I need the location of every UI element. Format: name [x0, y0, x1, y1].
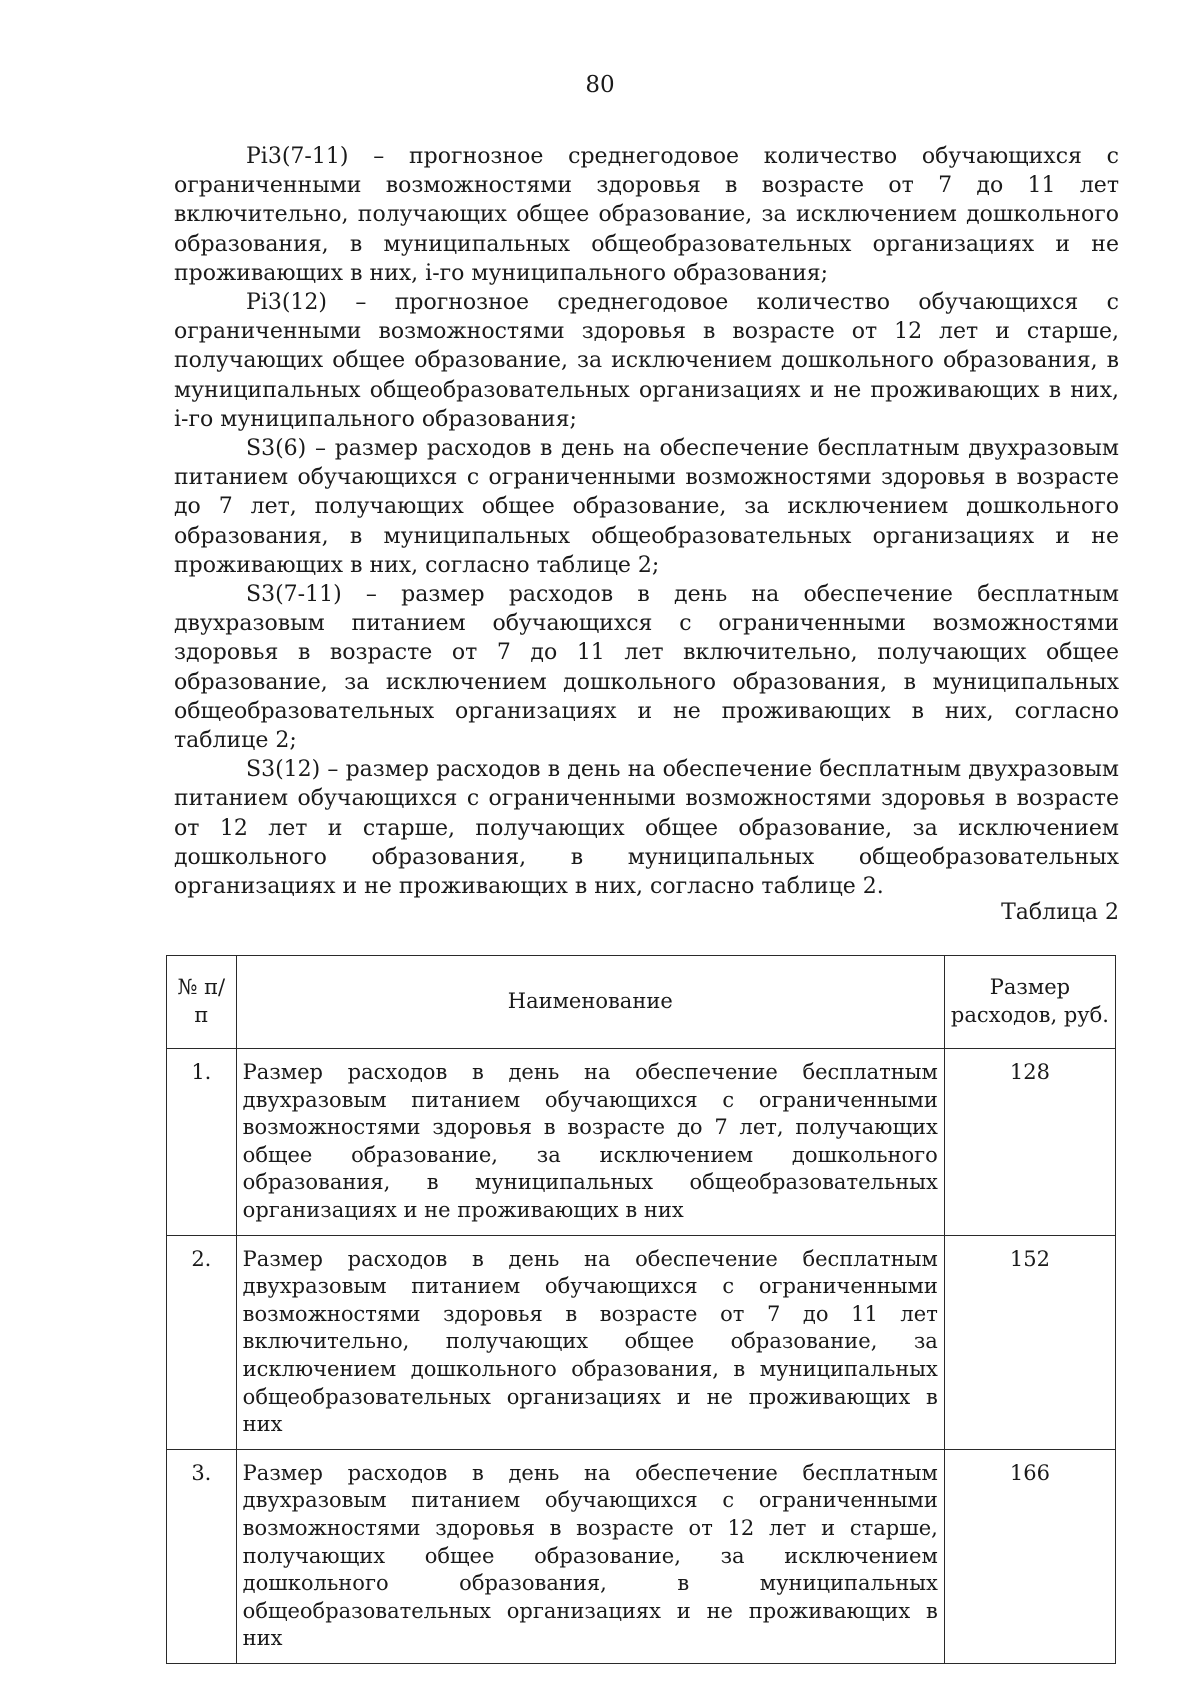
row-number: 2. [167, 1235, 237, 1449]
row-amount: 166 [944, 1449, 1115, 1663]
header-amount: Размер расходов, руб. [944, 956, 1115, 1049]
definition-pi3-7-11: Pi3(7-11) – прогнозное среднегодовое количество обучающихся с ограниченными возможностями здоровья в возрасте от 7 до 11 лет включительно, получающих общее образование, за исключением дошкольного образования, в муниципальных общеобразовательных организациях и не проживающих в них, i-го муниципального образования; [174, 144, 1119, 286]
header-name: Наименование [236, 956, 944, 1049]
table-row [167, 1049, 1116, 1236]
definition-pi3-12: Pi3(12) – прогнозное среднегодовое количество обучающихся с ограниченными возможностями здоровья в возрасте от 12 лет и старше, получающих общее образование, за исключением дошкольного образования, в муниципальных общеобразовательных организациях и не проживающих в них, i-го муниципального образования; [174, 290, 1119, 432]
row-number: 1. [167, 1049, 237, 1236]
row-name: Размер расходов в день на обеспечение бесплатным двухразовым питанием обучающихся с ограниченными возможностями здоровья в возрасте от 12 лет и старше, получающих общее образование, за исключением дошкольного образования, в муниципальных общеобразовательных организациях и не проживающих в них [236, 1449, 944, 1663]
table-row [167, 1235, 1116, 1449]
table-header-row [167, 956, 1116, 1049]
costs-table [166, 955, 1116, 1664]
row-number: 3. [167, 1449, 237, 1663]
definition-s3-12: S3(12) – размер расходов в день на обеспечение бесплатным двухразовым питанием обучающихся с ограниченными возможностями здоровья в возрасте от 12 лет и старше, получающих общее образование, за исключением дошкольного образования, в муниципальных общеобразовательных организациях и не проживающих в них, согласно таблице 2. [174, 757, 1119, 900]
definition-s3-6: S3(6) – размер расходов в день на обеспечение бесплатным двухразовым питанием обучающихся с ограниченными возможностями здоровья в возрасте до 7 лет, получающих общее образование, за исключением дошкольного образования, в муниципальных общеобразовательных организациях и не проживающих в них, согласно таблице 2; [174, 436, 1119, 578]
row-amount: 152 [944, 1235, 1115, 1449]
row-name: Размер расходов в день на обеспечение бесплатным двухразовым питанием обучающихся с ограниченными возможностями здоровья в возрасте до 7 лет, получающих общее образование, за исключением дошкольного образования, в муниципальных общеобразовательных организациях и не проживающих в них [236, 1049, 944, 1236]
table-row [167, 1449, 1116, 1663]
body-text [174, 142, 1119, 901]
row-name: Размер расходов в день на обеспечение бесплатным двухразовым питанием обучающихся с ограниченными возможностями здоровья в возрасте от 7 до 11 лет включительно, получающих общее образование, за исключением дошкольного образования, в муниципальных общеобразовательных организациях и не проживающих в них [236, 1235, 944, 1449]
page-number: 80 [585, 72, 615, 98]
table-caption: Таблица 2 [1001, 900, 1119, 925]
definition-s3-7-11: S3(7-11) – размер расходов в день на обеспечение бесплатным двухразовым питанием обучающихся с ограниченными возможностями здоровья в возрасте от 7 до 11 лет включительно, получающих общее образование, за исключением дошкольного образования, в муниципальных общеобразовательных организациях и не проживающих в них, согласно таблице 2; [174, 582, 1119, 754]
header-number: № п/п [167, 956, 237, 1049]
row-amount: 128 [944, 1049, 1115, 1236]
